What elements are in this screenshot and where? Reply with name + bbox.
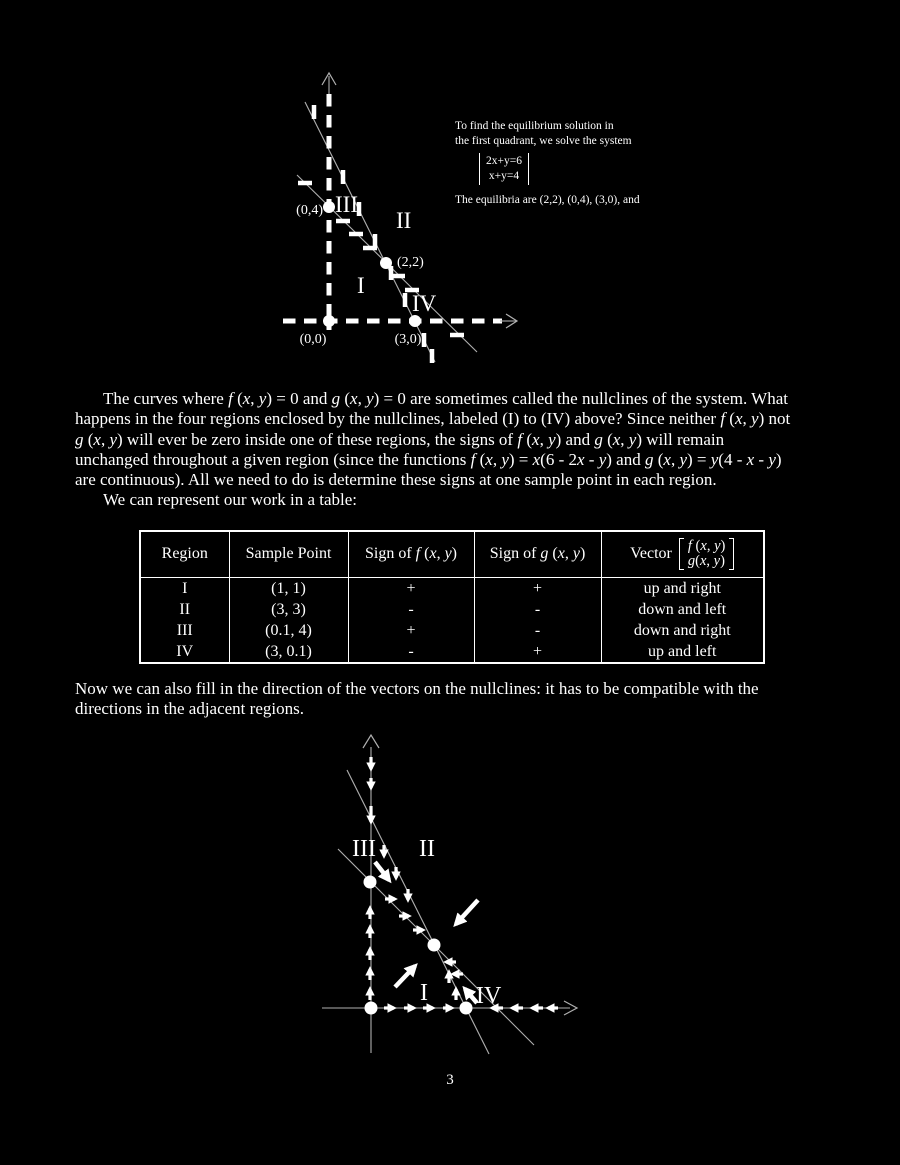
table-header-row (140, 531, 764, 577)
point-label-0-4: (0,4) (296, 203, 323, 218)
figure1-note (455, 119, 705, 208)
bracket-right (729, 538, 734, 570)
matrix-bottom: g(x, y) (687, 553, 725, 570)
header-sign-f: Sign of f (x, y) (348, 531, 474, 577)
page-number: 3 (446, 1072, 454, 1088)
cell-region: I (182, 579, 188, 597)
cell-vector: down and left (601, 599, 764, 620)
arrow-region-II-down-left (456, 900, 478, 924)
cell-sign-g: + (474, 641, 601, 663)
text-line: Now we can also fill in the direction of the vectors on the nullclines: it has to be compatible with the (75, 679, 759, 698)
dot-0-0 (323, 315, 335, 327)
region-label-III: III (335, 192, 358, 217)
equation-system (479, 153, 529, 185)
text-line: We can represent our work in a table: (103, 490, 357, 510)
note-result: The equilibria are (2,2), (0,4), (3,0), and (455, 194, 640, 206)
figure-nullclines-ticks (270, 60, 550, 380)
table-row (140, 620, 764, 641)
cell-sign-g: + (474, 577, 601, 599)
header-region: Region (140, 531, 229, 577)
cell-region: II (179, 600, 191, 618)
flow-arrows (370, 757, 558, 1008)
note-line-1: To find the equilibrium solution in (455, 120, 614, 132)
equation-2: x+y=4 (488, 170, 520, 182)
cell-sign-f: + (348, 620, 474, 641)
note-line-2: the first quadrant, we solve the system (455, 135, 632, 147)
matrix-top: f (x, y) (687, 538, 726, 555)
dot-3-0 (460, 1002, 473, 1015)
y-axis-arrowhead-icon (363, 735, 379, 748)
header-sample-point: Sample Point (229, 531, 348, 577)
cell-vector: up and right (601, 577, 764, 599)
vector-label: Vector (630, 545, 672, 563)
cell-sign-g: - (474, 620, 601, 641)
cell-sign-f: - (348, 641, 474, 663)
vector-matrix (679, 538, 734, 570)
region-label-III: III (352, 836, 376, 862)
paragraph-directions (75, 679, 865, 720)
point-label-0-0: (0,0) (299, 332, 327, 347)
text-line: directions in the adjacent regions. (75, 699, 304, 719)
header-vector (601, 531, 764, 577)
cell-sample: (3, 0.1) (229, 641, 348, 663)
cell-vector: up and left (601, 641, 764, 663)
figure-nullclines-arrows (300, 728, 600, 1063)
region-label-I: I (420, 980, 428, 1006)
dot-0-4 (364, 876, 377, 889)
point-label-3-0: (3,0) (394, 332, 422, 347)
point-label-2-2: (2,2) (397, 255, 424, 270)
text-line: unchanged throughout a given region (since the functions f (x, y) = x(6 - 2x - y) and g (x, y) = y(4 - x - y) (75, 449, 782, 469)
cell-region: III (176, 621, 193, 639)
cell-sample: (0.1, 4) (229, 620, 348, 641)
region-label-II: II (419, 836, 435, 862)
cell-sign-f: - (348, 599, 474, 620)
cell-sample: (3, 3) (229, 599, 348, 620)
text-line: g (x, y) will ever be zero inside one of these regions, the signs of f (x, y) and g (x, y) will remain (75, 429, 725, 449)
dot-0-0 (365, 1002, 378, 1015)
text-line: are continuous). All we need to do is determine these signs at one sample point in each region. (75, 470, 717, 490)
x-axis (283, 314, 517, 328)
region-label-II: II (396, 208, 412, 233)
arrow-region-I-up-right (395, 966, 415, 987)
table-row (140, 577, 764, 599)
text-line: The curves where f (x, y) = 0 and g (x, y) = 0 are sometimes called the nullclines of the system. What (103, 389, 788, 408)
region-label-IV: IV (412, 291, 437, 316)
cell-sign-f: + (348, 577, 474, 599)
cell-sign-g: - (474, 599, 601, 620)
equation-1: 2x+y=6 (486, 155, 522, 167)
cell-vector: down and right (601, 620, 764, 641)
dot-0-4 (323, 201, 335, 213)
dot-3-0 (409, 315, 421, 327)
paragraph-nullclines (75, 389, 865, 511)
text-line: happens in the four regions enclosed by the nullclines, labeled (I) to (IV) above? Since neither f (x, y) not (75, 409, 791, 429)
cell-region: IV (176, 642, 194, 660)
table-row (140, 599, 764, 620)
arrow-region-III-down-right (375, 862, 389, 880)
region-label-I: I (357, 273, 365, 298)
header-sign-g: Sign of g (x, y) (474, 531, 601, 577)
region-label-IV: IV (476, 983, 502, 1009)
cell-sample: (1, 1) (229, 577, 348, 599)
signs-table (139, 530, 765, 664)
table-row (140, 641, 764, 663)
dot-2-2 (428, 939, 441, 952)
dot-2-2 (380, 257, 392, 269)
